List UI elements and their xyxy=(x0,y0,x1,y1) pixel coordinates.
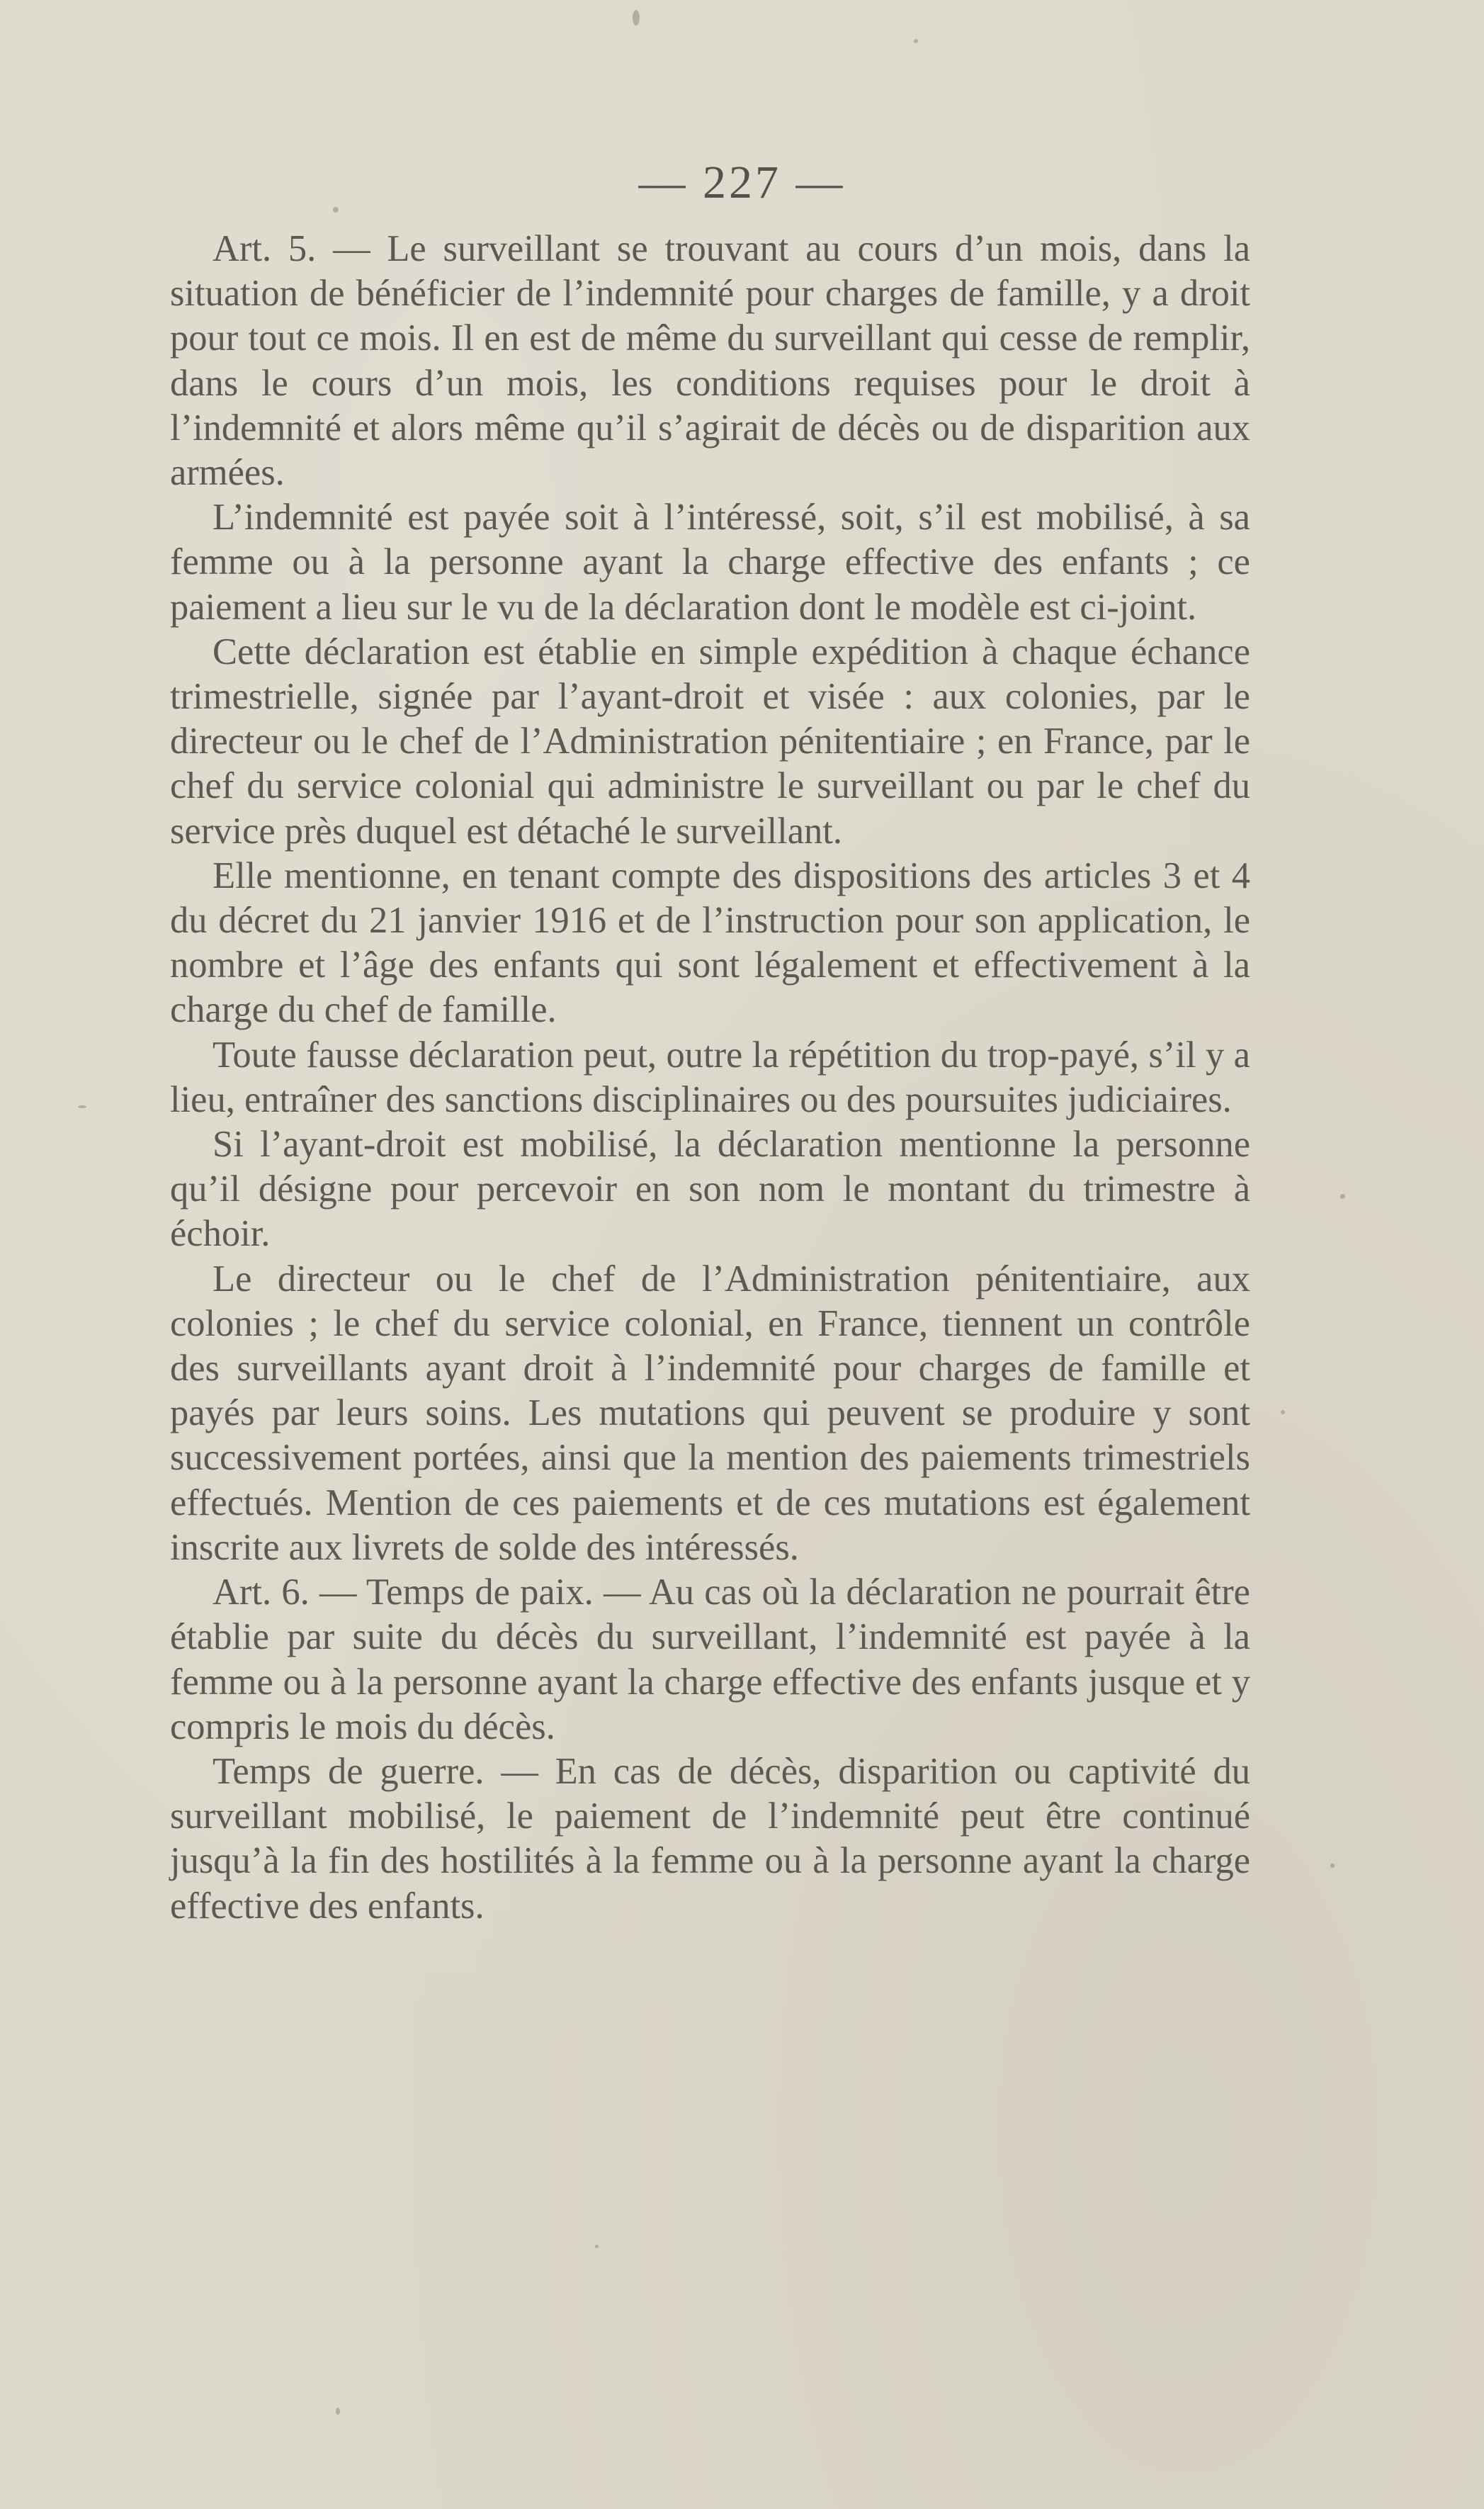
paragraph-mentions: Elle mentionne, en tenant compte des dispositions des articles 3 et 4 du décret du 21 janvier 1916 et de l’instruction pour son application, le nombre et l’âge des enfants qui sont légalement et effectivement à la charge du chef de famille. xyxy=(170,855,1250,1031)
paper-speck xyxy=(1281,1410,1285,1414)
paper-speck xyxy=(633,10,640,26)
paper-speck xyxy=(336,2408,340,2415)
paragraph-control: Le directeur ou le chef de l’Administration pénitentiaire, aux colonies ; le chef du service colonial, en France, tiennent un contrôle des surveillants ayant droit à l’indemnité pour charges de famille et payés par leurs soins. Les mutations qui peuvent se produire y sont successivement portées, ainsi que la mention des paiements trimestriels effectués. Mention de ces paiements et de ces mutations est également inscrite aux livrets de solde des intéressés. xyxy=(170,1258,1250,1568)
paper-speck xyxy=(1330,1864,1335,1868)
paper-speck xyxy=(1340,1194,1345,1199)
paper-speck xyxy=(914,39,918,43)
paragraph-art-5: Art. 5. — Le surveillant se trouvant au cours d’un mois, dans la situation de bénéficier de l’indemnité pour charges de famille, y a droit pour tout ce mois. Il en est de même du surveillant qui cesse de remplir, dans le cours d’un mois, les conditions requises pour le droit à l’indemnité et alors même qu’il s’agirait de décès ou de disparition aux armées. xyxy=(170,228,1250,494)
paragraph-art-6: Art. 6. — Temps de paix. — Au cas où la déclaration ne pourrait être établie par suite du décès du surveillant, l’indemnité est payée à la femme ou à la personne ayant la charge effective des enfants jusque et y compris le mois du décès. xyxy=(170,1572,1250,1747)
paper-speck xyxy=(78,1105,86,1108)
paragraph-mobilized: Si l’ayant-droit est mobilisé, la déclaration mentionne la personne qu’il désigne pour percevoir en son nom le montant du trimestre à échoir. xyxy=(170,1124,1250,1255)
paragraph-wartime: Temps de guerre. — En cas de décès, disparition ou captivité du surveillant mobilisé, le paiement de l’indemnité peut être continué jusqu’à la fin des hostilités à la femme ou à la personne ayant la charge effective des enfants. xyxy=(170,1750,1250,1927)
paragraph-declaration: Cette déclaration est établie en simple expédition à chaque échance trimestrielle, signée par l’ayant-droit et visée : aux colonies, par le directeur ou le chef de l’Administration pénitentiaire ; en France, par le chef du service colonial qui administre le surveillant ou par le chef du service près duquel est détaché le surveillant. xyxy=(170,631,1250,852)
page-number: — 227 — xyxy=(638,157,846,208)
paper-speck xyxy=(595,2245,599,2248)
paragraph-payment: L’indemnité est payée soit à l’intéressé, soit, s’il est mobilisé, à sa femme ou à la personne ayant la charge effective des enfants ; ce paiement a lieu sur le vu de la déclaration dont le modèle est ci-joint. xyxy=(170,497,1250,628)
body-text xyxy=(170,227,1250,1929)
paragraph-false-declaration: Toute fausse déclaration peut, outre la répétition du trop-payé, s’il y a lieu, entraîner des sanctions disciplinaires ou des poursuites judiciaires. xyxy=(170,1034,1250,1120)
